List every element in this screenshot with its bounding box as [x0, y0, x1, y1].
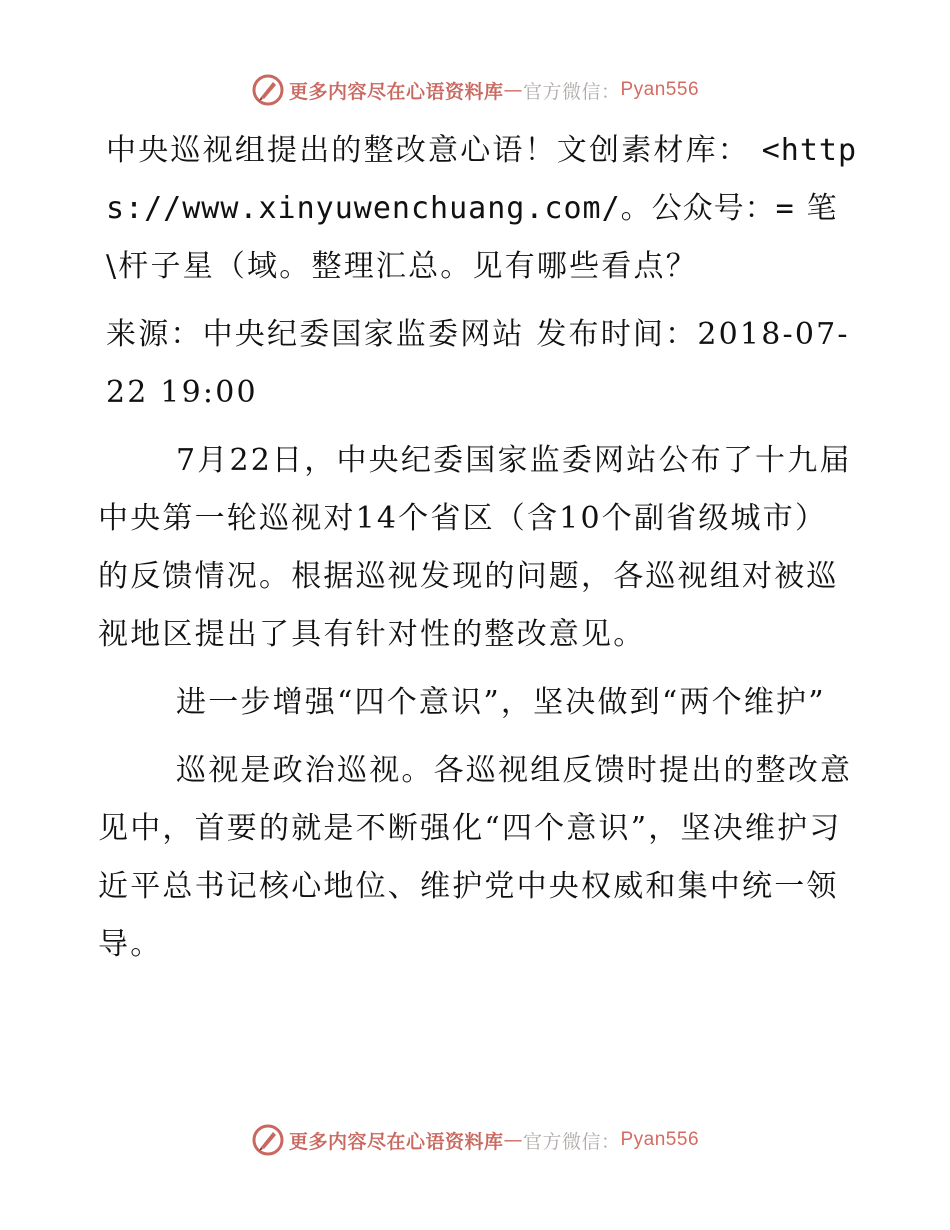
banner-separator: — — [503, 79, 523, 101]
banner-wechat-id: Pyan556 — [620, 79, 700, 100]
banner-main-text: 更多内容尽在心语资料库 — [288, 1130, 504, 1153]
header-banner — [0, 70, 950, 110]
source-line: 来源：中央纪委国家监委网站 发布时间：2018-07-22 19:00 — [106, 317, 850, 410]
banner-main-text: 更多内容尽在心语资料库 — [288, 80, 504, 103]
title-line-2: <https://www.xinyuwenchuang.com/。公众号：= — [106, 133, 858, 226]
pen-logo-icon — [251, 1123, 285, 1157]
footer-banner — [0, 1120, 950, 1160]
section-heading: 进一步增强“四个意识”，坚决做到“两个维护” — [176, 685, 826, 720]
banner-separator: — — [503, 1129, 523, 1151]
title-line-3: 笔\杆子星（域。整理汇总。见有哪些看点？ — [106, 191, 839, 284]
banner-wechat-label: 官方微信： — [522, 1130, 621, 1153]
document-body — [98, 122, 858, 974]
body-paragraph-2: 巡视是政治巡视。各巡视组反馈时提出的整改意见中，首要的就是不断强化“四个意识”，坚决维护习近平总书记核心地位、维护党中央权威和集中统一领导。 — [98, 753, 853, 962]
title-line-1: 中央巡视组提出的整改意心语！文创素材库： — [106, 133, 750, 168]
body-paragraph-1: 7月22日，中央纪委国家监委网站公布了十九届中央第一轮巡视对14个省区（含10个副省级城市）的反馈情况。根据巡视发现的问题，各巡视组对被巡视地区提出了具有针对性的整改意见。 — [98, 443, 852, 652]
pen-logo-icon — [251, 73, 285, 107]
banner-wechat-label: 官方微信： — [522, 80, 621, 103]
banner-wechat-id: Pyan556 — [620, 1129, 700, 1150]
document-title — [98, 122, 858, 296]
